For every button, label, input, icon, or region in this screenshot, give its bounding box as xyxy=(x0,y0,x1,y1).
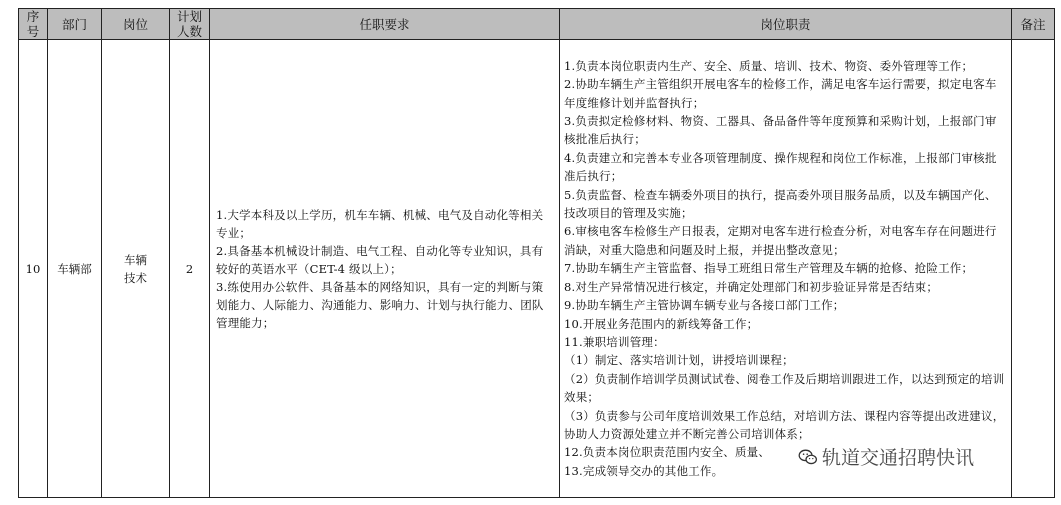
duty-item: 6.审核电客车检修生产日报表，定期对电客车进行检查分析，对电客车存在问题进行消缺，对重大隐患和问题及时上报，并提出整改意见； xyxy=(564,224,997,257)
watermark-text: 轨道交通招聘快讯 xyxy=(822,447,975,469)
duty-item: 9.协助车辆生产主管协调车辆专业与各接口部门工作； xyxy=(564,298,845,313)
duty-item: （1）制定、落实培训计划，讲授培训课程； xyxy=(564,353,794,368)
duty-item: 2.协助车辆生产主管组织开展电客车的检修工作，满足电客车运行需要，拟定电客车年度维修计划并监督执行； xyxy=(564,77,997,110)
post-line: 车辆 xyxy=(124,252,147,267)
duty-item: 5.负责监督、检查车辆委外项目的执行，提高委外项目服务品质，以及车辆国产化、技改项目的管理及实施； xyxy=(564,187,997,221)
dept-cell: 车辆部 xyxy=(48,40,102,498)
header-dept: 部门 xyxy=(48,9,102,40)
duty-item: 3.负责拟定检修材料、物资、工器具、备品备件等年度预算和采购计划，上报部门审核批准后执行； xyxy=(564,114,997,147)
header-requirements: 任职要求 xyxy=(210,9,560,40)
duty-item: 13.完成领导交办的其他工作。 xyxy=(564,463,724,478)
duty-item: 1.负责本岗位职责内生产、安全、质量、培训、技术、物资、委外管理等工作； xyxy=(564,58,974,73)
watermark xyxy=(798,443,974,470)
job-table xyxy=(18,8,1055,498)
post-line: 技术 xyxy=(124,270,147,285)
header-row xyxy=(19,9,1055,40)
requirement-item: 2.具备基本机械设计制造、电气工程、自动化等专业知识，具有较好的英语水平（CET-4 级以上）； xyxy=(216,243,544,276)
table-row xyxy=(19,40,1055,498)
count-cell: 2 xyxy=(170,40,210,498)
note-cell xyxy=(1012,40,1055,498)
header-seq: 序号 xyxy=(19,9,48,40)
duty-item: 12.负责本岗位职责范围内安全、质量、 xyxy=(564,445,771,460)
requirement-item: 3.练使用办公软件、具备基本的网络知识，具有一定的判断与策划能力、人际能力、沟通能力、影响力、计划与执行能力、团队管理能力； xyxy=(216,279,544,330)
requirements-cell xyxy=(210,40,560,498)
duty-item: 4.负责建立和完善本专业各项管理制度、操作规程和岗位工作标准，上报部门审核批准后执行； xyxy=(564,150,997,184)
header-post: 岗位 xyxy=(102,9,170,40)
wechat-icon xyxy=(798,449,818,465)
duty-item: 7.协助车辆生产主管监督、指导工班组日常生产管理及车辆的抢修、抢险工作； xyxy=(564,261,974,276)
duty-item: 8.对生产异常情况进行核定，并确定处理部门和初步验证异常是否结束； xyxy=(564,279,939,294)
duty-item: （3）负责参与公司年度培训效果工作总结，对培训方法、课程内容等提出改进建议，协助人力资源处建立并不断完善公司培训体系； xyxy=(564,408,1005,441)
requirement-item: 1.大学本科及以上学历，机车车辆、机械、电气及自动化等相关专业； xyxy=(216,207,544,240)
header-count: 计划人数 xyxy=(170,9,210,40)
duties-cell xyxy=(560,40,1012,498)
post-cell xyxy=(102,40,170,498)
duty-item: 10.开展业务范围内的新线筹备工作； xyxy=(564,316,759,331)
duty-item: （2）负责制作培训学员测试试卷、阅卷工作及后期培训跟进工作，以达到预定的培训效果； xyxy=(564,371,1005,405)
header-note: 备注 xyxy=(1012,9,1055,40)
seq-cell: 10 xyxy=(19,40,48,498)
duty-item: 11.兼职培训管理： xyxy=(564,334,665,349)
header-duties: 岗位职责 xyxy=(560,9,1012,40)
